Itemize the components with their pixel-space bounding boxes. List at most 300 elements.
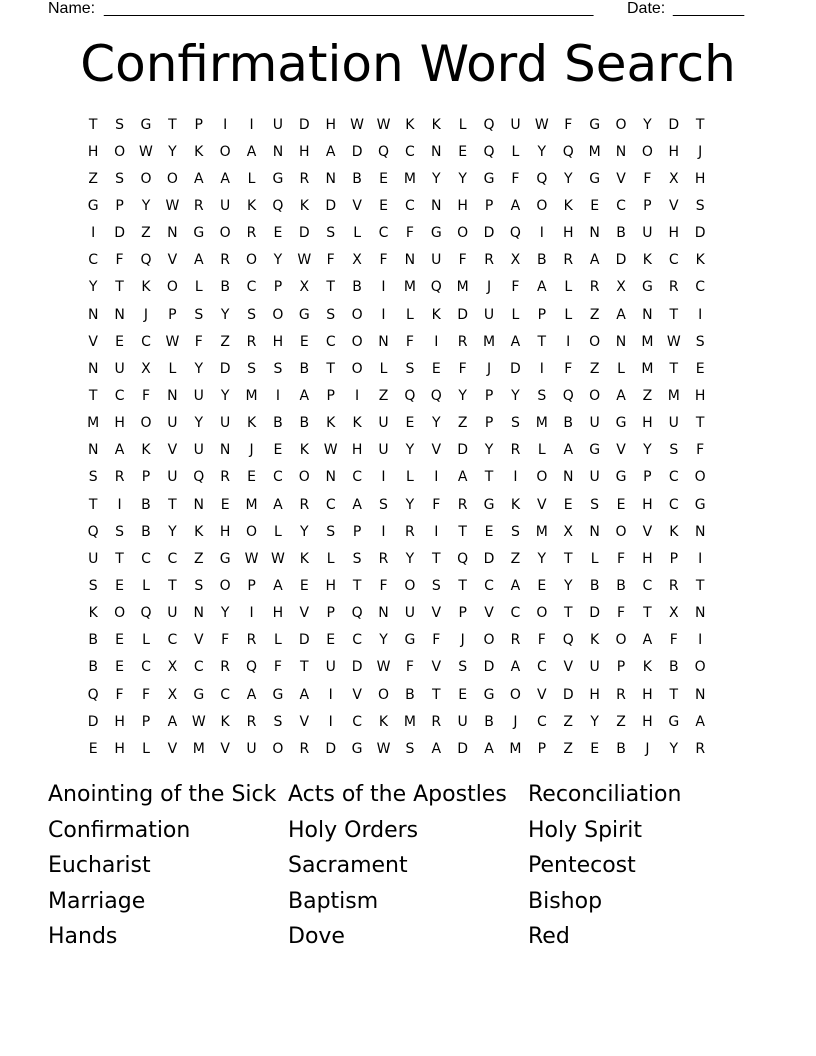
grid-cell[interactable]: P <box>484 197 494 214</box>
grid-cell[interactable]: B <box>141 523 151 540</box>
grid-cell[interactable]: D <box>114 225 125 242</box>
grid-cell[interactable]: N <box>404 252 416 269</box>
grid-cell[interactable]: N <box>193 496 204 513</box>
grid-cell[interactable]: C <box>114 387 125 404</box>
grid-cell[interactable]: C <box>404 143 415 160</box>
grid-cell[interactable]: F <box>379 252 388 269</box>
grid-cell[interactable]: H <box>642 496 653 513</box>
grid-cell[interactable]: V <box>220 740 230 757</box>
grid-cell[interactable]: O <box>509 686 521 703</box>
grid-cell[interactable]: L <box>247 170 256 187</box>
grid-cell[interactable]: F <box>273 659 282 676</box>
grid-cell[interactable]: S <box>194 306 204 323</box>
grid-cell[interactable]: Z <box>510 550 521 567</box>
grid-cell[interactable]: K <box>299 197 309 214</box>
grid-cell[interactable]: F <box>405 659 414 676</box>
grid-cell[interactable]: Y <box>379 632 388 649</box>
grid-cell[interactable]: F <box>379 577 388 594</box>
grid-cell[interactable]: E <box>458 143 468 160</box>
grid-cell[interactable]: U <box>510 116 521 133</box>
grid-cell[interactable]: C <box>695 279 706 296</box>
grid-cell[interactable]: K <box>642 659 652 676</box>
grid-cell[interactable]: H <box>325 577 336 594</box>
grid-cell[interactable]: O <box>351 333 363 350</box>
grid-cell[interactable]: L <box>194 279 203 296</box>
grid-cell[interactable]: E <box>88 740 98 757</box>
grid-cell[interactable]: Z <box>589 360 600 377</box>
grid-cell[interactable]: M <box>641 333 654 350</box>
grid-cell[interactable]: P <box>643 469 652 486</box>
grid-cell[interactable]: O <box>219 577 231 594</box>
grid-cell[interactable]: H <box>694 387 706 404</box>
grid-cell[interactable]: V <box>431 605 442 622</box>
grid-cell[interactable]: G <box>483 170 495 187</box>
grid-cell[interactable]: V <box>167 442 178 459</box>
grid-cell[interactable]: E <box>273 225 283 242</box>
grid-cell[interactable]: C <box>536 659 547 676</box>
grid-cell[interactable]: O <box>298 469 310 486</box>
grid-cell[interactable]: V <box>669 197 679 214</box>
grid-cell[interactable]: I <box>381 306 386 323</box>
grid-cell[interactable]: R <box>695 740 706 757</box>
grid-cell[interactable]: O <box>246 252 258 269</box>
grid-cell[interactable]: M <box>403 279 416 296</box>
grid-cell[interactable]: E <box>115 577 125 594</box>
grid-cell[interactable]: P <box>537 740 547 757</box>
grid-cell[interactable]: V <box>431 659 442 676</box>
grid-cell[interactable]: U <box>378 442 389 459</box>
grid-cell[interactable]: W <box>297 252 312 269</box>
grid-cell[interactable]: M <box>667 387 680 404</box>
grid-cell[interactable]: G <box>483 686 495 703</box>
grid-cell[interactable]: K <box>299 442 309 459</box>
grid-cell[interactable]: R <box>114 469 125 486</box>
grid-cell[interactable]: I <box>381 523 386 540</box>
grid-cell[interactable]: W <box>534 116 549 133</box>
grid-cell[interactable]: O <box>219 225 231 242</box>
grid-cell[interactable]: A <box>563 442 574 459</box>
grid-cell[interactable]: R <box>668 577 679 594</box>
grid-cell[interactable]: N <box>219 442 231 459</box>
grid-cell[interactable]: U <box>325 659 336 676</box>
grid-cell[interactable]: K <box>88 605 98 622</box>
grid-cell[interactable]: U <box>167 605 178 622</box>
grid-cell[interactable]: K <box>642 252 652 269</box>
grid-cell[interactable]: T <box>168 116 177 133</box>
grid-cell[interactable]: B <box>88 632 98 649</box>
grid-cell[interactable]: G <box>589 442 601 459</box>
grid-cell[interactable]: J <box>486 360 492 377</box>
grid-cell[interactable]: A <box>589 252 600 269</box>
grid-cell[interactable]: P <box>141 469 151 486</box>
grid-cell[interactable]: J <box>486 279 492 296</box>
grid-cell[interactable]: S <box>352 550 362 567</box>
grid-cell[interactable]: C <box>668 496 679 513</box>
grid-cell[interactable]: I <box>434 523 439 540</box>
grid-cell[interactable]: C <box>141 333 151 350</box>
grid-cell[interactable]: U <box>220 197 231 214</box>
grid-cell[interactable]: W <box>666 333 681 350</box>
grid-cell[interactable]: F <box>115 252 124 269</box>
grid-cell[interactable]: R <box>457 333 468 350</box>
grid-cell[interactable]: N <box>87 360 99 377</box>
grid-cell[interactable]: R <box>220 469 231 486</box>
grid-cell[interactable]: O <box>589 333 601 350</box>
grid-cell[interactable]: H <box>642 415 653 432</box>
grid-cell[interactable]: S <box>695 197 705 214</box>
grid-cell[interactable]: L <box>617 360 625 377</box>
grid-cell[interactable]: V <box>352 197 362 214</box>
grid-cell[interactable]: G <box>641 279 653 296</box>
grid-cell[interactable]: C <box>167 632 178 649</box>
grid-cell[interactable]: A <box>299 686 310 703</box>
grid-cell[interactable]: H <box>351 442 363 459</box>
grid-cell[interactable]: O <box>694 659 706 676</box>
grid-cell[interactable]: V <box>88 333 98 350</box>
grid-cell[interactable]: P <box>458 605 467 622</box>
grid-cell[interactable]: V <box>431 442 442 459</box>
grid-cell[interactable]: S <box>590 496 600 513</box>
grid-cell[interactable]: W <box>376 740 391 757</box>
grid-cell[interactable]: A <box>193 170 204 187</box>
grid-cell[interactable]: I <box>249 605 254 622</box>
grid-cell[interactable]: J <box>460 632 465 649</box>
grid-cell[interactable]: H <box>562 225 574 242</box>
grid-cell[interactable]: E <box>115 632 125 649</box>
grid-cell[interactable]: D <box>668 116 680 133</box>
grid-cell[interactable]: S <box>458 659 468 676</box>
grid-cell[interactable]: O <box>351 360 363 377</box>
grid-cell[interactable]: O <box>140 415 152 432</box>
grid-cell[interactable]: Z <box>589 306 600 323</box>
grid-cell[interactable]: E <box>220 496 230 513</box>
grid-cell[interactable]: Y <box>168 523 177 540</box>
grid-cell[interactable]: I <box>434 469 439 486</box>
grid-cell[interactable]: S <box>405 740 415 757</box>
grid-cell[interactable]: B <box>616 577 626 594</box>
grid-cell[interactable]: Y <box>537 550 547 567</box>
grid-cell[interactable]: F <box>511 170 520 187</box>
grid-cell[interactable]: R <box>668 279 679 296</box>
grid-cell[interactable]: Q <box>87 523 99 540</box>
grid-cell[interactable]: Y <box>431 170 441 187</box>
grid-cell[interactable]: H <box>668 143 680 160</box>
grid-cell[interactable]: Y <box>88 279 98 296</box>
grid-cell[interactable]: D <box>589 605 600 622</box>
grid-cell[interactable]: N <box>562 469 574 486</box>
grid-cell[interactable]: O <box>114 143 126 160</box>
grid-cell[interactable]: Y <box>220 387 230 404</box>
grid-cell[interactable]: I <box>117 496 122 513</box>
grid-cell[interactable]: A <box>484 740 494 757</box>
grid-cell[interactable]: C <box>141 550 151 567</box>
grid-cell[interactable]: B <box>299 360 310 377</box>
grid-cell[interactable]: Y <box>643 442 652 459</box>
grid-cell[interactable]: O <box>351 306 363 323</box>
grid-cell[interactable]: T <box>563 605 573 622</box>
grid-cell[interactable]: Q <box>562 143 574 160</box>
grid-cell[interactable]: P <box>643 197 652 214</box>
grid-cell[interactable]: R <box>457 496 468 513</box>
grid-cell[interactable]: I <box>698 550 703 567</box>
grid-cell[interactable]: R <box>299 740 310 757</box>
grid-cell[interactable]: T <box>88 387 98 404</box>
grid-cell[interactable]: V <box>537 686 547 703</box>
grid-cell[interactable]: T <box>563 550 573 567</box>
grid-cell[interactable]: N <box>87 442 99 459</box>
grid-cell[interactable]: N <box>167 225 178 242</box>
grid-cell[interactable]: P <box>273 279 283 296</box>
grid-cell[interactable]: E <box>431 360 441 377</box>
grid-cell[interactable]: A <box>273 577 283 594</box>
grid-cell[interactable]: I <box>275 387 280 404</box>
grid-cell[interactable]: T <box>458 577 467 594</box>
grid-cell[interactable]: Y <box>405 442 415 459</box>
grid-cell[interactable]: O <box>483 632 495 649</box>
grid-cell[interactable]: I <box>381 469 386 486</box>
grid-cell[interactable]: X <box>510 252 521 269</box>
grid-cell[interactable]: E <box>273 442 283 459</box>
grid-cell[interactable]: K <box>669 523 679 540</box>
grid-cell[interactable]: D <box>351 659 363 676</box>
grid-cell[interactable]: U <box>114 360 125 377</box>
grid-cell[interactable]: R <box>246 225 257 242</box>
grid-cell[interactable]: K <box>405 116 415 133</box>
grid-cell[interactable]: H <box>219 523 231 540</box>
grid-cell[interactable]: E <box>379 197 388 214</box>
grid-cell[interactable]: N <box>431 143 442 160</box>
grid-cell[interactable]: F <box>326 252 335 269</box>
grid-cell[interactable]: H <box>272 333 284 350</box>
grid-cell[interactable]: V <box>616 442 626 459</box>
grid-cell[interactable]: K <box>220 713 230 730</box>
grid-cell[interactable]: Z <box>563 713 574 730</box>
grid-cell[interactable]: E <box>115 333 125 350</box>
grid-cell[interactable]: A <box>510 197 521 214</box>
grid-cell[interactable]: A <box>273 496 283 513</box>
grid-cell[interactable]: P <box>247 577 256 594</box>
grid-cell[interactable]: S <box>326 523 336 540</box>
grid-cell[interactable]: D <box>298 225 310 242</box>
grid-cell[interactable]: T <box>168 577 177 594</box>
grid-cell[interactable]: N <box>114 306 125 323</box>
grid-cell[interactable]: G <box>193 225 205 242</box>
grid-cell[interactable]: B <box>220 279 230 296</box>
grid-cell[interactable]: L <box>142 740 150 757</box>
grid-cell[interactable]: Q <box>430 387 442 404</box>
grid-cell[interactable]: P <box>326 605 335 622</box>
grid-cell[interactable]: F <box>405 225 414 242</box>
grid-cell[interactable]: J <box>645 740 650 757</box>
grid-cell[interactable]: U <box>668 415 679 432</box>
grid-cell[interactable]: E <box>590 197 600 214</box>
grid-cell[interactable]: M <box>245 496 258 513</box>
grid-cell[interactable]: M <box>641 360 654 377</box>
grid-cell[interactable]: D <box>351 143 363 160</box>
grid-cell[interactable]: G <box>589 116 601 133</box>
grid-cell[interactable]: I <box>566 333 571 350</box>
grid-cell[interactable]: T <box>115 550 124 567</box>
grid-cell[interactable]: Q <box>87 686 99 703</box>
grid-cell[interactable]: O <box>615 523 627 540</box>
grid-cell[interactable]: G <box>589 170 601 187</box>
grid-cell[interactable]: A <box>616 387 626 404</box>
grid-cell[interactable]: X <box>668 170 679 187</box>
grid-cell[interactable]: X <box>299 279 310 296</box>
grid-cell[interactable]: Z <box>220 333 230 350</box>
grid-cell[interactable]: B <box>537 252 547 269</box>
grid-cell[interactable]: O <box>219 143 231 160</box>
grid-cell[interactable]: U <box>589 469 600 486</box>
grid-cell[interactable]: O <box>114 605 126 622</box>
grid-cell[interactable]: M <box>456 279 469 296</box>
grid-cell[interactable]: F <box>458 252 467 269</box>
grid-cell[interactable]: S <box>115 170 125 187</box>
grid-cell[interactable]: E <box>616 496 626 513</box>
grid-cell[interactable]: T <box>326 360 335 377</box>
grid-cell[interactable]: G <box>483 496 495 513</box>
grid-cell[interactable]: G <box>404 632 416 649</box>
grid-cell[interactable]: K <box>194 523 204 540</box>
grid-cell[interactable]: I <box>328 713 333 730</box>
grid-cell[interactable]: D <box>298 116 310 133</box>
grid-cell[interactable]: A <box>616 306 626 323</box>
grid-cell[interactable]: L <box>142 632 150 649</box>
grid-cell[interactable]: L <box>168 360 177 377</box>
grid-cell[interactable]: W <box>139 143 153 160</box>
grid-cell[interactable]: N <box>378 605 389 622</box>
grid-cell[interactable]: L <box>274 632 282 649</box>
grid-cell[interactable]: E <box>563 496 573 513</box>
grid-cell[interactable]: R <box>193 197 204 214</box>
grid-cell[interactable]: H <box>325 116 336 133</box>
grid-cell[interactable]: D <box>457 306 469 323</box>
grid-cell[interactable]: F <box>432 632 441 649</box>
grid-cell[interactable]: T <box>88 496 98 513</box>
grid-cell[interactable]: O <box>272 740 284 757</box>
grid-cell[interactable]: D <box>457 740 469 757</box>
grid-cell[interactable]: O <box>694 469 706 486</box>
grid-cell[interactable]: G <box>219 550 231 567</box>
grid-cell[interactable]: E <box>247 469 256 486</box>
grid-cell[interactable]: U <box>193 442 204 459</box>
grid-cell[interactable]: S <box>537 387 547 404</box>
grid-cell[interactable]: R <box>220 659 231 676</box>
grid-cell[interactable]: G <box>272 686 284 703</box>
grid-cell[interactable]: Y <box>431 415 441 432</box>
grid-cell[interactable]: L <box>537 442 546 459</box>
grid-cell[interactable]: L <box>142 577 150 594</box>
grid-cell[interactable]: U <box>457 713 468 730</box>
grid-cell[interactable]: T <box>643 605 652 622</box>
grid-cell[interactable]: Y <box>590 713 599 730</box>
grid-cell[interactable]: G <box>272 170 284 187</box>
grid-cell[interactable]: Y <box>168 143 177 160</box>
grid-cell[interactable]: S <box>88 469 98 486</box>
grid-cell[interactable]: Q <box>457 550 469 567</box>
grid-cell[interactable]: F <box>564 116 573 133</box>
grid-cell[interactable]: Z <box>616 713 626 730</box>
grid-cell[interactable]: M <box>483 333 496 350</box>
grid-cell[interactable]: I <box>513 469 518 486</box>
grid-cell[interactable]: A <box>325 143 336 160</box>
grid-cell[interactable]: D <box>457 442 469 459</box>
grid-cell[interactable]: Q <box>140 605 152 622</box>
grid-cell[interactable]: R <box>431 713 442 730</box>
grid-cell[interactable]: V <box>616 170 626 187</box>
grid-cell[interactable]: R <box>563 252 574 269</box>
grid-cell[interactable]: I <box>698 632 703 649</box>
grid-cell[interactable]: A <box>114 442 125 459</box>
grid-cell[interactable]: N <box>272 143 284 160</box>
grid-cell[interactable]: P <box>194 116 203 133</box>
grid-cell[interactable]: D <box>615 252 627 269</box>
grid-cell[interactable]: L <box>511 143 520 160</box>
grid-cell[interactable]: K <box>246 197 257 214</box>
grid-cell[interactable]: S <box>379 496 388 513</box>
grid-cell[interactable]: G <box>615 415 627 432</box>
grid-cell[interactable]: I <box>539 360 544 377</box>
grid-cell[interactable]: F <box>141 686 150 703</box>
grid-cell[interactable]: C <box>352 632 362 649</box>
grid-cell[interactable]: V <box>484 605 494 622</box>
grid-cell[interactable]: U <box>193 387 204 404</box>
grid-cell[interactable]: Q <box>351 605 363 622</box>
grid-cell[interactable]: Q <box>193 469 205 486</box>
grid-cell[interactable]: T <box>669 306 679 323</box>
grid-cell[interactable]: G <box>430 225 442 242</box>
grid-cell[interactable]: N <box>694 523 706 540</box>
grid-cell[interactable]: D <box>87 713 99 730</box>
grid-cell[interactable]: G <box>87 197 99 214</box>
grid-cell[interactable]: T <box>695 116 705 133</box>
grid-cell[interactable]: O <box>404 577 416 594</box>
grid-cell[interactable]: V <box>299 605 310 622</box>
grid-cell[interactable]: U <box>220 415 231 432</box>
grid-cell[interactable]: J <box>143 306 149 323</box>
grid-cell[interactable]: C <box>378 225 389 242</box>
grid-cell[interactable]: F <box>194 333 203 350</box>
grid-cell[interactable]: G <box>140 116 152 133</box>
grid-cell[interactable]: L <box>458 116 467 133</box>
grid-cell[interactable]: D <box>562 686 574 703</box>
grid-cell[interactable]: C <box>167 550 178 567</box>
grid-cell[interactable]: I <box>355 387 360 404</box>
grid-cell[interactable]: Y <box>563 577 573 594</box>
grid-cell[interactable]: E <box>379 170 388 187</box>
grid-cell[interactable]: M <box>509 740 522 757</box>
grid-cell[interactable]: H <box>272 605 284 622</box>
grid-cell[interactable]: P <box>326 387 335 404</box>
grid-cell[interactable]: C <box>220 686 231 703</box>
grid-cell[interactable]: Q <box>272 197 284 214</box>
grid-cell[interactable]: O <box>536 197 548 214</box>
grid-cell[interactable]: G <box>694 496 706 513</box>
grid-cell[interactable]: C <box>141 659 151 676</box>
grid-cell[interactable]: M <box>535 415 548 432</box>
grid-cell[interactable]: T <box>300 659 309 676</box>
grid-cell[interactable]: X <box>167 686 178 703</box>
grid-cell[interactable]: F <box>564 360 573 377</box>
grid-cell[interactable]: V <box>167 252 178 269</box>
grid-cell[interactable]: O <box>589 387 601 404</box>
grid-cell[interactable]: B <box>484 713 494 730</box>
grid-cell[interactable]: H <box>668 225 680 242</box>
grid-cell[interactable]: G <box>193 686 205 703</box>
grid-cell[interactable]: S <box>115 116 125 133</box>
grid-cell[interactable]: L <box>564 279 573 296</box>
grid-cell[interactable]: A <box>352 496 362 513</box>
